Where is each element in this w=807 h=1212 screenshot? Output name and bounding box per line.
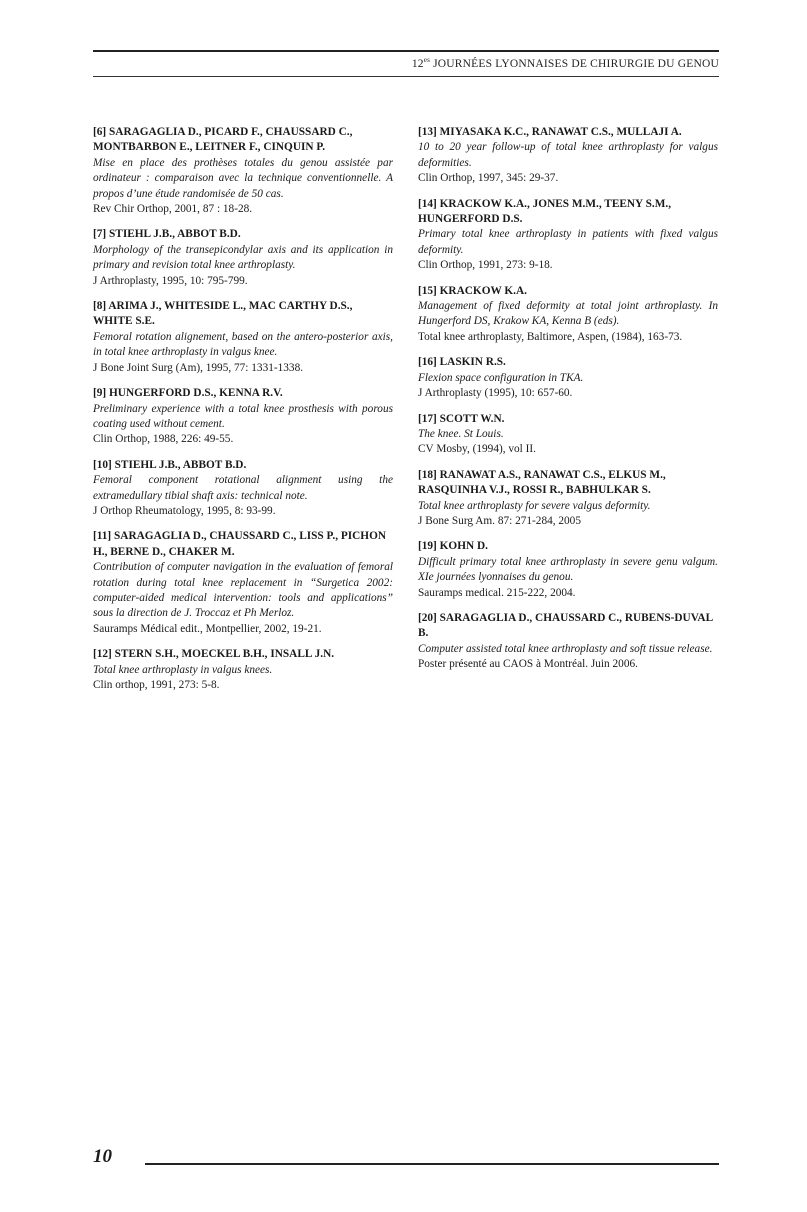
reference-journal: Total knee arthroplasty, Baltimore, Aspen, (1984), 163-73. xyxy=(418,330,683,343)
reference-journal: J Arthroplasty, 1995, 10: 795-799. xyxy=(93,274,248,287)
reference-title: Total knee arthroplasty for severe valgus deformity. xyxy=(418,499,651,512)
header-rule xyxy=(93,76,719,77)
reference-title: Preliminary experience with a total knee prosthesis with porous coating used without cement. xyxy=(93,402,393,430)
page-number: 10 xyxy=(93,1146,112,1167)
header-ordinal-suffix: es xyxy=(423,56,430,64)
reference-journal: Poster présenté au CAOS à Montréal. Juin 2006. xyxy=(418,658,638,671)
reference-authors: [20] SARAGAGLIA D., CHAUSSARD C., RUBENS-DUVAL B. xyxy=(418,611,713,640)
reference-journal: Sauramps Médical edit., Montpellier, 2002, 19-21. xyxy=(93,622,322,635)
reference-entry xyxy=(93,529,393,637)
reference-authors: [17] SCOTT W.N. xyxy=(418,412,505,425)
reference-authors: [8] ARIMA J., WHITESIDE L., MAC CARTHY D.S., WHITE S.E. xyxy=(93,300,353,328)
reference-title: Computer assisted total knee arthroplasty and soft tissue release. xyxy=(418,642,713,655)
reference-title: 10 to 20 year follow-up of total knee arthroplasty for valgus deformities. xyxy=(418,141,718,169)
reference-title: Primary total knee arthroplasty in patients with fixed valgus deformity. xyxy=(418,228,718,256)
reference-authors: [9] HUNGERFORD D.S., KENNA R.V. xyxy=(93,387,283,400)
reference-title: Flexion space configuration in TKA. xyxy=(418,371,584,384)
reference-entry xyxy=(418,284,718,346)
reference-entry xyxy=(93,227,393,289)
running-header xyxy=(93,56,719,70)
header-title: JOURNÉES LYONNAISES DE CHIRURGIE DU GENOU xyxy=(430,57,719,70)
reference-journal: Clin Orthop, 1988, 226: 49-55. xyxy=(93,433,234,446)
reference-entry xyxy=(418,539,718,601)
reference-authors: [14] KRACKOW K.A., JONES M.M., TEENY S.M., HUNGERFORD D.S. xyxy=(418,197,672,226)
reference-entry xyxy=(93,386,393,448)
reference-title: Femoral rotation alignement, based on the antero-posterior axis, in total knee arthroplasty in valgus knee. xyxy=(93,330,393,359)
reference-title: Mise en place des prothèses totales du genou assistée par ordinateur : comparaison avec la technique conventionnelle. A propos d’une étude randomisée de 50 cas. xyxy=(93,156,393,200)
reference-authors: [19] KOHN D. xyxy=(418,540,488,553)
reference-journal: CV Mosby, (1994), vol II. xyxy=(418,443,536,456)
reference-entry xyxy=(418,355,718,401)
reference-title: Contribution of computer navigation in the evaluation of femoral rotation during total knee replacement in “Surgetica 2002: computer-aided medical intervention: tools and applications” sous la direction de J. Troccaz et Ph Merloz. xyxy=(93,561,393,620)
reference-entry xyxy=(93,647,393,693)
reference-authors: [7] STIEHL J.B., ABBOT B.D. xyxy=(93,228,241,241)
reference-entry xyxy=(93,299,393,376)
reference-authors: [16] LASKIN R.S. xyxy=(418,356,506,369)
reference-entry xyxy=(418,197,718,274)
reference-authors: [18] RANAWAT A.S., RANAWAT C.S., ELKUS M., RASQUINHA V.J., ROSSI R., BABHULKAR S. xyxy=(418,468,666,497)
references-left-column xyxy=(93,125,393,703)
references-right-column xyxy=(418,125,718,683)
reference-journal: Rev Chir Orthop, 2001, 87 : 18-28. xyxy=(93,203,253,216)
reference-title: Difficult primary total knee arthroplasty in severe genu valgum. XIe journées lyonnaises du genou. xyxy=(418,555,718,584)
reference-entry xyxy=(418,412,718,458)
reference-journal: J Bone Surg Am. 87: 271-284, 2005 xyxy=(418,514,581,527)
reference-title: Management of fixed deformity at total joint arthroplasty. In Hungerford DS, Krakow KA, Kenna B (eds). xyxy=(418,300,718,328)
reference-authors: [10] STIEHL J.B., ABBOT B.D. xyxy=(93,458,247,471)
reference-authors: [15] KRACKOW K.A. xyxy=(418,284,527,297)
reference-authors: [12] STERN S.H., MOECKEL B.H., INSALL J.N. xyxy=(93,648,335,661)
reference-entry xyxy=(418,125,718,187)
reference-entry xyxy=(93,125,393,217)
reference-entry xyxy=(93,458,393,520)
reference-journal: Clin Orthop, 1997, 345: 29-37. xyxy=(418,172,559,185)
reference-entry xyxy=(418,611,718,673)
reference-journal: Clin Orthop, 1991, 273: 9-18. xyxy=(418,259,553,272)
reference-journal: Sauramps medical. 215-222, 2004. xyxy=(418,586,576,599)
reference-journal: J Arthroplasty (1995), 10: 657-60. xyxy=(418,387,573,400)
header-ordinal: 12 xyxy=(411,57,424,70)
reference-title: Morphology of the transepicondylar axis and its application in primary and revision total knee arthroplasty. xyxy=(93,243,393,272)
reference-journal: Clin orthop, 1991, 273: 5-8. xyxy=(93,679,220,691)
reference-journal: J Orthop Rheumatology, 1995, 8: 93-99. xyxy=(93,504,276,517)
reference-title: Total knee arthroplasty in valgus knees. xyxy=(93,663,273,676)
top-rule xyxy=(93,50,719,52)
reference-authors: [13] MIYASAKA K.C., RANAWAT C.S., MULLAJI A. xyxy=(418,126,682,138)
reference-entry xyxy=(418,468,718,530)
reference-journal: J Bone Joint Surg (Am), 1995, 77: 1331-1338. xyxy=(93,361,304,374)
footer-rule xyxy=(145,1163,719,1165)
reference-authors: [11] SARAGAGLIA D., CHAUSSARD C., LISS P., PICHON H., BERNE D., CHAKER M. xyxy=(93,530,387,558)
reference-title: Femoral component rotational alignment using the extramedullary tibial shaft axis: technical note. xyxy=(93,474,393,502)
reference-authors: [6] SARAGAGLIA D., PICARD F., CHAUSSARD C., MONTBARBON E., LEITNER F., CINQUIN P. xyxy=(93,126,353,154)
reference-title: The knee. St Louis. xyxy=(418,427,504,440)
